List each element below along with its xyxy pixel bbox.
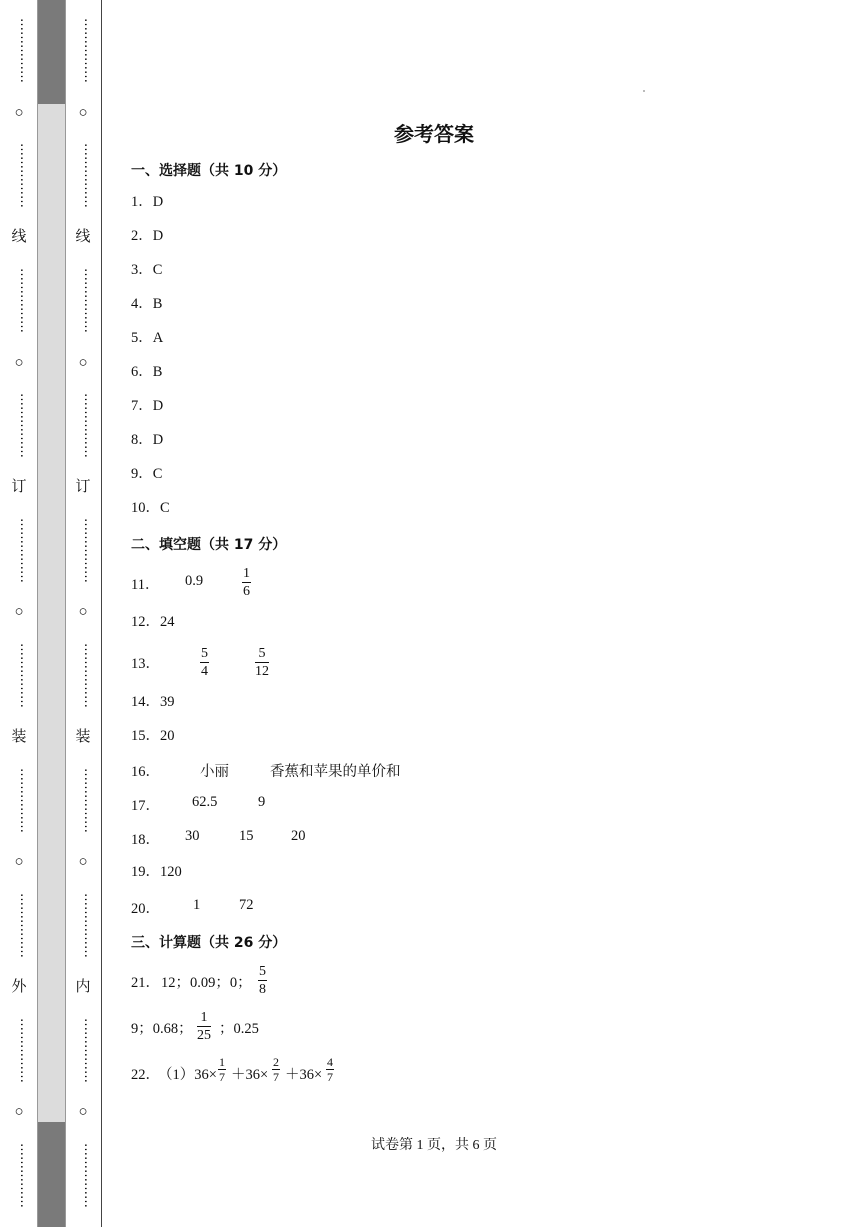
question-number: 5． [131, 330, 153, 346]
answer-value: 9；0.68； [131, 1021, 193, 1037]
fraction-denominator: 7 [273, 1070, 279, 1084]
fraction-numerator: 1 [219, 1055, 225, 1069]
fraction-numerator: 4 [327, 1055, 333, 1069]
dotted-line: …………… [17, 892, 32, 958]
question-number: 4． [131, 296, 153, 312]
dotted-line: …………… [17, 1142, 32, 1208]
question-number: 9． [131, 466, 153, 482]
fraction [218, 1055, 226, 1084]
answer-value: ；0.25 [219, 1021, 259, 1037]
dotted-line: …………… [17, 267, 32, 333]
question-number: 1． [131, 194, 153, 210]
answer-row [131, 226, 163, 246]
answer-value: 小丽 [200, 764, 229, 780]
fraction [200, 645, 209, 680]
fraction-numerator: 5 [259, 964, 266, 979]
question-number: 11． [131, 577, 160, 593]
fraction-numerator: 2 [273, 1055, 279, 1069]
answer-value: 15 [239, 828, 254, 844]
fraction-denominator: 12 [255, 664, 269, 679]
answer-value: 120 [160, 864, 182, 880]
question-number: 18． [131, 832, 160, 848]
answer-value: 20 [291, 828, 306, 844]
binding-strip [37, 0, 66, 1227]
answer-row [131, 862, 182, 882]
question-number: 2． [131, 228, 153, 244]
expression-part: ＋36× [231, 1067, 269, 1083]
fraction-numerator: 1 [243, 566, 250, 581]
outer-label-xian: 线 [11, 229, 27, 245]
outer-label-zhuang: 装 [11, 729, 27, 745]
answer-value: 30 [185, 828, 200, 844]
circle-mark: ○ [78, 105, 88, 121]
fraction-denominator: 7 [219, 1070, 225, 1084]
margin-border-line [101, 0, 102, 1227]
dotted-line: …………… [81, 642, 96, 708]
answer-value: 39 [160, 694, 175, 710]
fraction-numerator: 1 [197, 1009, 211, 1027]
answer-value: 20 [160, 728, 175, 744]
question-number: 21． [131, 975, 160, 991]
circle-mark: ○ [78, 854, 88, 870]
outer-label-wai: 外 [11, 979, 27, 995]
question-number: 3． [131, 262, 153, 278]
speck [643, 90, 645, 92]
binding-strip-bottom [38, 1122, 65, 1227]
circle-mark: ○ [78, 1104, 88, 1120]
answer-value: A [152, 330, 164, 346]
dotted-line: …………… [81, 17, 96, 83]
circle-mark: ○ [14, 1104, 24, 1120]
question-number: 15． [131, 728, 160, 744]
question-number: 8． [131, 432, 153, 448]
expression-part: ＋36× [285, 1067, 323, 1083]
dotted-line: …………… [17, 1017, 32, 1083]
answer-row [131, 328, 163, 348]
fraction-numerator: 5 [255, 645, 269, 663]
fraction-denominator: 6 [243, 584, 250, 599]
answer-value: 0.9 [185, 573, 204, 589]
outer-label-ding: 订 [11, 479, 27, 495]
answer-value: C [152, 466, 163, 482]
page-title: 参考答案 [394, 122, 474, 146]
fraction [197, 1009, 211, 1044]
answer-row [131, 260, 162, 280]
fraction-denominator: 7 [327, 1070, 333, 1084]
inner-margin-column [72, 0, 94, 1227]
dotted-line: …………… [81, 767, 96, 833]
question-number: 6． [131, 364, 153, 380]
circle-mark: ○ [14, 105, 24, 121]
answer-row [131, 294, 162, 314]
answer-value: 9 [258, 794, 266, 810]
answer-row [131, 396, 163, 416]
fraction [255, 645, 269, 680]
fraction-denominator: 8 [259, 982, 266, 997]
question-number: 22． [131, 1067, 160, 1083]
inner-label-nei: 内 [75, 979, 91, 995]
section-heading-fill: 二、填空题（共 17 分） [131, 537, 287, 553]
page-footer: 试卷第 1 页，共 6 页 [371, 1138, 497, 1153]
answer-value: 72 [239, 897, 254, 913]
binding-strip-top [38, 0, 65, 104]
answer-value: C [152, 262, 163, 278]
answer-value: 香蕉和苹果的单价和 [270, 764, 401, 780]
circle-mark: ○ [14, 604, 24, 620]
answer-row [131, 692, 175, 712]
fraction [242, 565, 251, 600]
fraction-numerator: 5 [201, 646, 208, 661]
dotted-line: …………… [81, 392, 96, 458]
answer-row [131, 464, 162, 484]
question-number: 10． [131, 500, 160, 516]
question-number: 20． [131, 901, 160, 917]
dotted-line: …………… [17, 517, 32, 583]
section-heading-calc: 三、计算题（共 26 分） [131, 935, 287, 951]
dotted-line: …………… [17, 17, 32, 83]
outer-margin-column [8, 0, 30, 1227]
circle-mark: ○ [14, 854, 24, 870]
fraction [272, 1055, 280, 1084]
fraction-denominator: 25 [197, 1028, 211, 1043]
dotted-line: …………… [17, 767, 32, 833]
inner-label-ding: 订 [75, 479, 91, 495]
dotted-line: …………… [17, 142, 32, 208]
dotted-line: …………… [17, 642, 32, 708]
answer-row [131, 726, 175, 746]
section-heading-choice: 一、选择题（共 10 分） [131, 163, 287, 179]
answer-value: 1 [193, 897, 201, 913]
answer-value: 62.5 [192, 794, 218, 810]
dotted-line: …………… [81, 267, 96, 333]
answer-value: 24 [160, 614, 175, 630]
dotted-line: …………… [81, 1142, 96, 1208]
fraction [258, 963, 267, 998]
question-number: 12． [131, 614, 160, 630]
answer-value: 12；0.09；0； [161, 975, 252, 991]
answer-value: D [152, 398, 164, 414]
dotted-line: …………… [81, 142, 96, 208]
circle-mark: ○ [78, 355, 88, 371]
answer-value: B [152, 364, 163, 380]
dotted-line: …………… [81, 517, 96, 583]
answer-value: D [152, 194, 164, 210]
question-number: 13． [131, 656, 160, 672]
answer-row [131, 612, 175, 632]
question-number: 16． [131, 764, 160, 780]
faint-mark [44, 455, 58, 491]
fraction-denominator: 4 [201, 664, 208, 679]
answer-row [131, 362, 162, 382]
fraction [326, 1055, 334, 1084]
question-number: 19． [131, 864, 160, 880]
question-number: 14． [131, 694, 160, 710]
answer-value: D [152, 228, 164, 244]
circle-mark: ○ [78, 604, 88, 620]
circle-mark: ○ [14, 355, 24, 371]
answer-row [131, 192, 163, 212]
question-number: 7． [131, 398, 153, 414]
dotted-line: …………… [81, 892, 96, 958]
answer-value: C [160, 500, 170, 516]
answer-value: D [152, 432, 164, 448]
dotted-line: …………… [17, 392, 32, 458]
expression-part: （1）36× [158, 1067, 217, 1083]
answer-value: B [152, 296, 163, 312]
question-number: 17． [131, 798, 160, 814]
answer-row [131, 498, 170, 518]
inner-label-xian: 线 [75, 229, 91, 245]
answer-row [131, 430, 163, 450]
dotted-line: …………… [81, 1017, 96, 1083]
inner-label-zhuang: 装 [75, 729, 91, 745]
